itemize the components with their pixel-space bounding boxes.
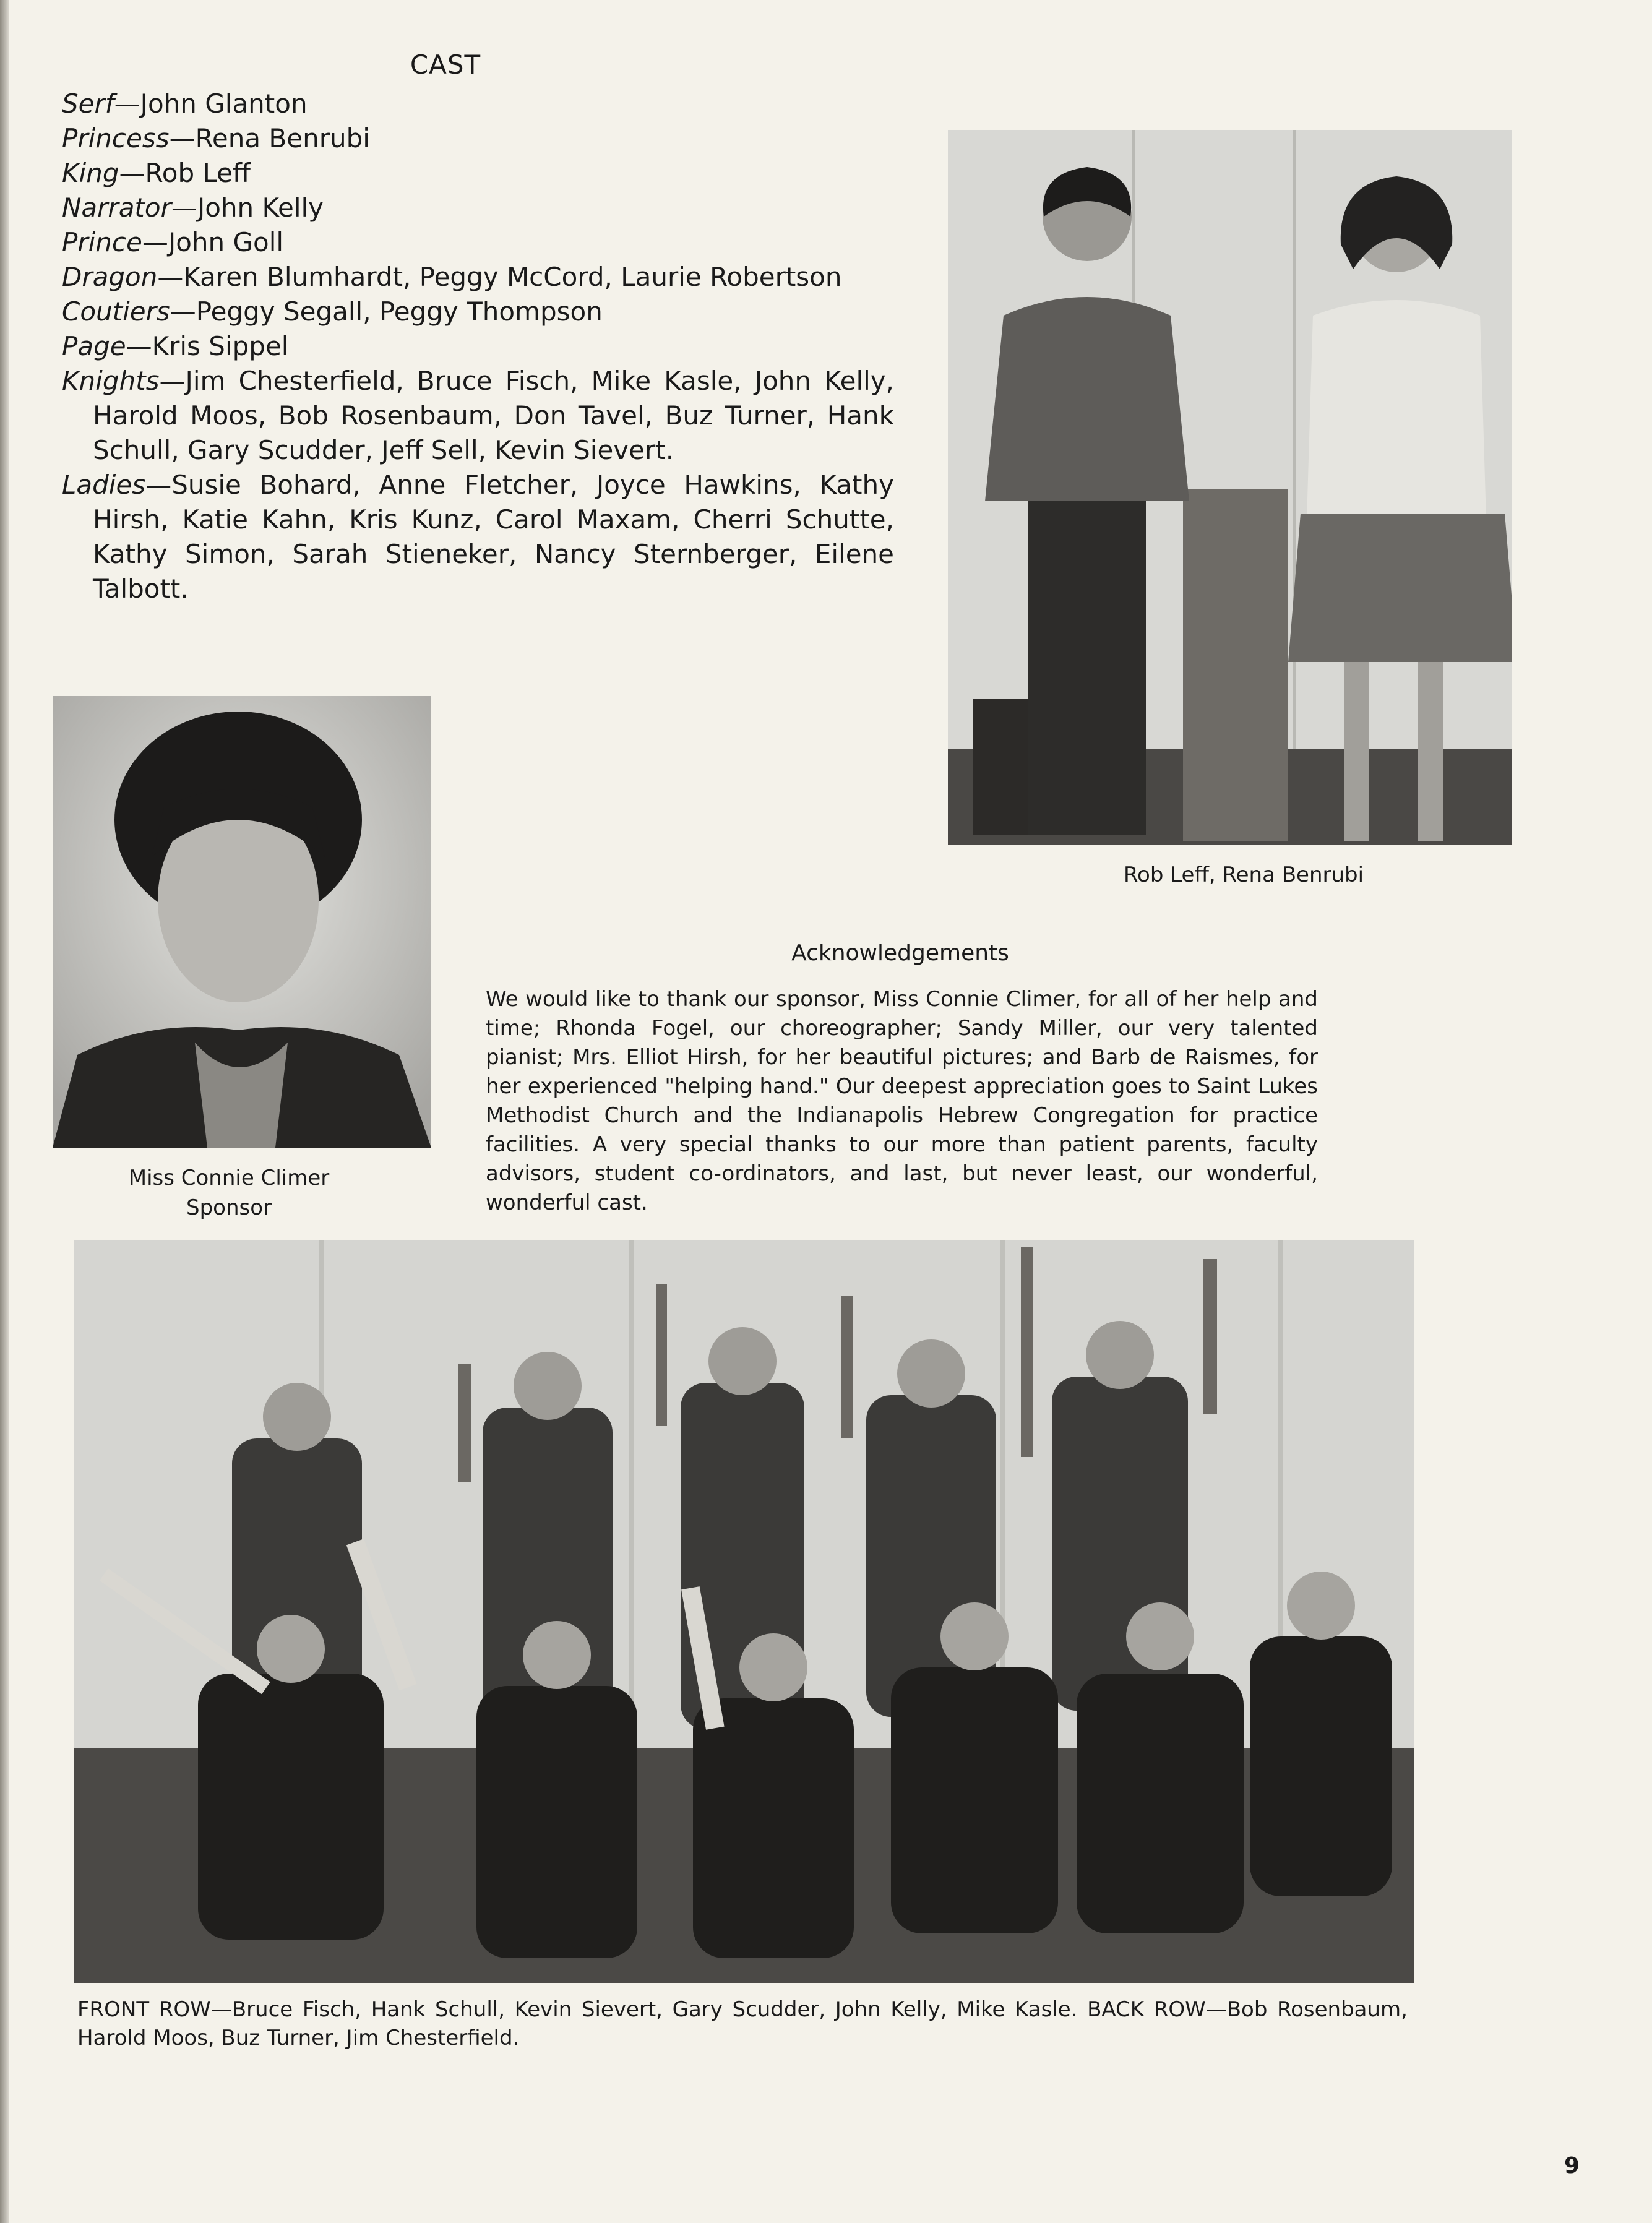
- cast-role: Prince: [62, 227, 142, 257]
- cast-entry-page: [62, 329, 866, 364]
- couple-photo-caption: Rob Leff, Rena Benrubi: [1123, 862, 1364, 887]
- cast-entry-princess: [62, 121, 866, 156]
- sponsor-portrait-photo: [53, 696, 431, 1148]
- cast-role: Serf: [62, 88, 114, 119]
- cast-entry-dragon: [62, 260, 894, 295]
- cast-entry-coutiers: [62, 295, 866, 329]
- cast-role: Page: [62, 331, 126, 361]
- cast-role: King: [62, 158, 119, 188]
- cast-names: —Rob Leff: [119, 158, 251, 188]
- cast-entry-prince: [62, 225, 866, 260]
- cast-role: Narrator: [62, 192, 171, 223]
- cast-list: [62, 87, 894, 606]
- cast-title: CAST: [410, 49, 481, 80]
- page-number: 9: [1564, 2153, 1580, 2178]
- cast-names: —Rena Benrubi: [169, 123, 370, 153]
- cast-names: —John Goll: [142, 227, 284, 257]
- cast-names: —John Glanton: [114, 88, 308, 119]
- cast-role: Princess: [62, 123, 170, 153]
- acknowledgements-body: We would like to thank our sponsor, Miss Connie Climer, for all of her help and time; Rhonda Fogel, our choreographer; Sandy Miller, our very talented pianist; Mrs. Elliot Hirsh, for her beautiful pictures; and Barb de Raismes, for her experienced "helping hand." Our deepest appreciation goes to Saint Lukes Methodist Church and the Indianapolis Hebrew Congregation for practice facilities. A very special thanks to our more than patient parents, faculty advisors, student co-ordinators, and last, but never least, our wonderful, wonderful cast.: [486, 987, 1318, 1215]
- cast-role: Coutiers: [62, 296, 170, 327]
- knights-group-photo: [74, 1240, 1414, 1983]
- cast-names: —Kris Sippel: [126, 331, 289, 361]
- cast-names: —John Kelly: [171, 192, 324, 223]
- cast-names: —Jim Chesterfield, Bruce Fisch, Mike Kasle, John Kelly, Harold Moos, Bob Rosenbaum, Don Tavel, Buz Turner, Hank Schull, Gary Scudder, Jeff Sell, Kevin Sievert.: [93, 366, 894, 465]
- cast-entry-king: [62, 156, 866, 191]
- cast-names: —Peggy Segall, Peggy Thompson: [170, 296, 603, 327]
- cast-role: Dragon: [62, 262, 158, 292]
- couple-photo: [948, 130, 1512, 845]
- sponsor-title: Sponsor: [186, 1195, 272, 1220]
- cast-entry-serf: [62, 87, 866, 121]
- group-photo-caption: FRONT ROW—Bruce Fisch, Hank Schull, Kevin Sievert, Gary Scudder, John Kelly, Mike Kasle. BACK ROW—Bob Rosenbaum, Harold Moos, Buz Turner, Jim Chesterfield.: [77, 1997, 1408, 2050]
- acknowledgements-heading: Acknowledgements: [791, 940, 1009, 966]
- cast-role: Knights: [62, 366, 160, 396]
- cast-entry-ladies: [62, 468, 894, 606]
- page-binding-edge: [0, 0, 9, 2223]
- cast-role: Ladies: [62, 470, 146, 500]
- sponsor-name: Miss Connie Climer: [128, 1166, 330, 1190]
- cast-names: —Karen Blumhardt, Peggy McCord, Laurie Robertson: [157, 262, 842, 292]
- cast-names: —Susie Bohard, Anne Fletcher, Joyce Hawkins, Kathy Hirsh, Katie Kahn, Kris Kunz, Carol Maxam, Cherri Schutte, Kathy Simon, Sarah Stieneker, Nancy Sternberger, Eilene Talbott.: [93, 470, 894, 604]
- cast-entry-knights: [62, 364, 894, 468]
- sponsor-caption: [68, 1163, 390, 1223]
- cast-entry-narrator: [62, 191, 866, 225]
